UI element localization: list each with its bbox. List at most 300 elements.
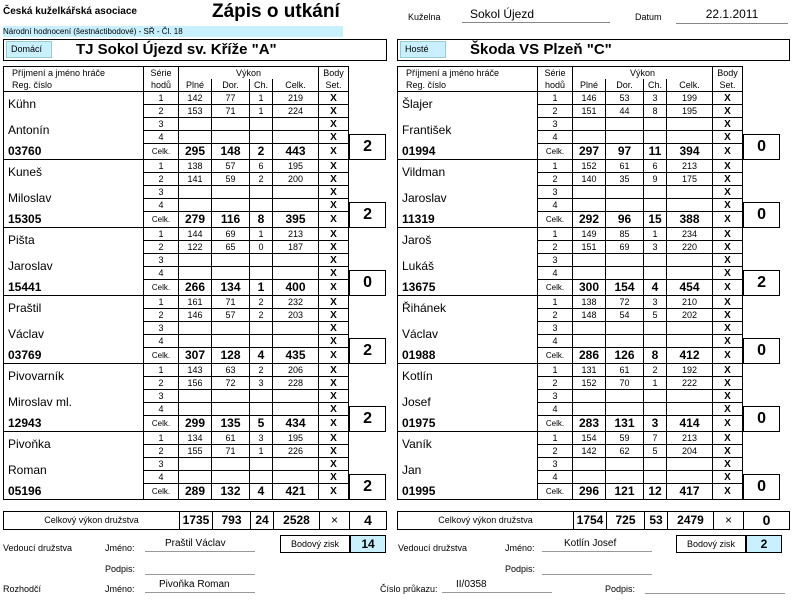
sum-dor: 97 (606, 144, 644, 160)
plne-value[interactable]: 152 (573, 160, 606, 173)
plne-value[interactable]: 156 (179, 377, 212, 390)
sum-dor: 134 (212, 280, 250, 296)
ch-value[interactable]: 5 (644, 309, 667, 322)
celk-value (667, 254, 713, 267)
col-reg-header: Reg. číslo (4, 79, 144, 92)
throw-row (4, 92, 349, 105)
dor-value[interactable]: 77 (212, 92, 250, 105)
ch-value[interactable]: 2 (250, 296, 273, 309)
sum-celk: 417 (667, 484, 713, 500)
plne-value[interactable] (573, 403, 606, 416)
dor-value[interactable]: 71 (212, 296, 250, 309)
plne-value[interactable] (179, 199, 212, 212)
player-firstname[interactable]: Roman (4, 458, 144, 484)
sum-dor: 96 (606, 212, 644, 228)
ch-value[interactable] (250, 403, 273, 416)
celk-value: 195 (273, 432, 319, 445)
serie-number: 1 (144, 92, 179, 105)
dor-value[interactable] (606, 471, 644, 484)
plne-value[interactable] (179, 118, 212, 131)
serie-number: 1 (144, 228, 179, 241)
ch-value[interactable] (250, 118, 273, 131)
sum-label: Celk. (144, 416, 179, 432)
player-reg-number[interactable]: 13675 (398, 280, 538, 296)
sum-celk: 414 (667, 416, 713, 432)
kuzelna-field[interactable]: Sokol Újezd (462, 7, 610, 23)
set-mark: X (713, 458, 743, 471)
dor-value[interactable]: 62 (606, 445, 644, 458)
plne-value[interactable] (573, 322, 606, 335)
celk-value (273, 458, 319, 471)
plne-value[interactable] (573, 458, 606, 471)
player-reg-number[interactable]: 15441 (4, 280, 144, 296)
serie-number: 3 (144, 186, 179, 199)
set-mark: X (319, 267, 349, 280)
celk-value: 204 (667, 445, 713, 458)
dor-value[interactable] (212, 186, 250, 199)
sum-label: Celk. (538, 144, 573, 160)
plne-value[interactable]: 146 (573, 92, 606, 105)
serie-number: 3 (538, 254, 573, 267)
player-reg-number[interactable]: 01988 (398, 348, 538, 364)
serie-number: 2 (538, 173, 573, 186)
plne-value[interactable]: 149 (573, 228, 606, 241)
dor-value[interactable]: 59 (606, 432, 644, 445)
ch-value[interactable]: 2 (644, 364, 667, 377)
dor-value[interactable] (212, 131, 250, 144)
throw-row (398, 432, 743, 445)
ch-value[interactable] (250, 254, 273, 267)
rozhodci-name[interactable]: Pivoňka Roman (145, 579, 255, 593)
dor-value[interactable] (212, 403, 250, 416)
ch-value[interactable]: 1 (644, 377, 667, 390)
plne-value[interactable] (179, 254, 212, 267)
dor-value[interactable]: 71 (212, 445, 250, 458)
rozhodci-podpis-field[interactable] (645, 579, 785, 594)
ch-value[interactable] (644, 458, 667, 471)
celk-value (273, 390, 319, 403)
sum-celk: 435 (273, 348, 319, 364)
ch-value[interactable] (250, 471, 273, 484)
sum-ch: 5 (250, 416, 273, 432)
set-mark: X (713, 322, 743, 335)
celk-value (273, 199, 319, 212)
dor-value[interactable] (212, 199, 250, 212)
set-mark: X (713, 403, 743, 416)
sum-label: Celk. (144, 484, 179, 500)
set-mark: X (713, 131, 743, 144)
away-total-dor: 725 (606, 512, 644, 529)
sum-label: Celk. (144, 212, 179, 228)
home-total-label: Celkový výkon družstva (44, 515, 139, 525)
dor-value[interactable] (606, 390, 644, 403)
sum-ch: 15 (644, 212, 667, 228)
dor-value[interactable]: 61 (606, 160, 644, 173)
plne-value[interactable] (179, 458, 212, 471)
dor-value[interactable] (212, 267, 250, 280)
ch-value[interactable] (250, 131, 273, 144)
serie-number: 2 (538, 309, 573, 322)
celk-value: 213 (667, 432, 713, 445)
ch-value[interactable]: 2 (250, 364, 273, 377)
dor-value[interactable]: 71 (212, 105, 250, 118)
home-team-table (3, 66, 386, 500)
sum-dor: 154 (606, 280, 644, 296)
plne-value[interactable] (179, 471, 212, 484)
dor-value[interactable] (606, 118, 644, 131)
player-firstname[interactable]: Miroslav ml. (4, 390, 144, 416)
ch-value[interactable] (644, 322, 667, 335)
dor-value[interactable]: 35 (606, 173, 644, 186)
ch-value[interactable] (644, 131, 667, 144)
plne-value[interactable] (573, 186, 606, 199)
plne-value[interactable]: 134 (179, 432, 212, 445)
ch-value[interactable] (644, 335, 667, 348)
player-surname[interactable]: Pivoňka (4, 432, 144, 458)
sum-ch: 11 (644, 144, 667, 160)
ch-value[interactable] (644, 186, 667, 199)
plne-value[interactable] (179, 186, 212, 199)
dor-value[interactable] (212, 458, 250, 471)
player-firstname[interactable]: Václav (398, 322, 538, 348)
home-team-name[interactable]: TJ Sokol Újezd sv. Kříže "A" (76, 41, 277, 58)
ch-value[interactable] (644, 403, 667, 416)
dor-value[interactable]: 65 (212, 241, 250, 254)
plne-value[interactable]: 153 (179, 105, 212, 118)
serie-number: 3 (538, 186, 573, 199)
ch-value[interactable]: 1 (250, 228, 273, 241)
home-total-plne: 1735 (179, 512, 212, 529)
celk-value (667, 267, 713, 280)
throw-row (4, 322, 349, 335)
serie-number: 1 (144, 160, 179, 173)
player-reg-number[interactable]: 12943 (4, 416, 144, 432)
player-sum-row (4, 416, 349, 432)
dor-value[interactable]: 44 (606, 105, 644, 118)
sum-ch: 12 (644, 484, 667, 500)
sum-ch: 8 (644, 348, 667, 364)
serie-number: 2 (538, 105, 573, 118)
set-mark: X (319, 160, 349, 173)
plne-value[interactable]: 142 (179, 92, 212, 105)
set-mark: X (713, 377, 743, 390)
ch-value[interactable]: 5 (644, 445, 667, 458)
ch-value[interactable]: 2 (250, 173, 273, 186)
col-serie-header: Série (144, 67, 179, 80)
player-firstname[interactable]: Václav (4, 322, 144, 348)
dor-value[interactable]: 69 (212, 228, 250, 241)
ch-value[interactable]: 1 (250, 445, 273, 458)
plne-value[interactable] (179, 131, 212, 144)
ch-value[interactable]: 1 (250, 105, 273, 118)
plne-value[interactable] (573, 118, 606, 131)
player-surname[interactable]: Pivovarník (4, 364, 144, 390)
celk-value: 187 (273, 241, 319, 254)
plne-value[interactable] (573, 471, 606, 484)
plne-value[interactable] (179, 390, 212, 403)
ch-value[interactable]: 3 (644, 92, 667, 105)
ch-value[interactable] (644, 199, 667, 212)
home-total-dor: 793 (212, 512, 250, 529)
plne-value[interactable]: 122 (179, 241, 212, 254)
sum-label: Celk. (144, 348, 179, 364)
plne-value[interactable]: 140 (573, 173, 606, 186)
ch-value[interactable]: 2 (250, 309, 273, 322)
player-reg-number[interactable]: 01975 (398, 416, 538, 432)
ch-value[interactable] (250, 390, 273, 403)
ch-value[interactable]: 1 (250, 92, 273, 105)
celk-value (273, 403, 319, 416)
dor-value[interactable] (606, 335, 644, 348)
player-surname[interactable]: Kühn (4, 92, 144, 118)
rozhodci-podpis-label: Podpis: (605, 584, 636, 594)
plne-value[interactable]: 138 (179, 160, 212, 173)
dor-value[interactable] (606, 131, 644, 144)
player-surname[interactable]: Vildman (398, 160, 538, 186)
away-zisk-label: Bodový zisk (676, 535, 746, 553)
ch-value[interactable]: 7 (644, 432, 667, 445)
dor-value[interactable] (606, 186, 644, 199)
dor-value[interactable] (606, 267, 644, 280)
druzstvo-body: 2 (349, 406, 386, 432)
plne-value[interactable]: 146 (179, 309, 212, 322)
plne-value[interactable] (179, 335, 212, 348)
ch-value[interactable]: 3 (250, 377, 273, 390)
dor-value[interactable] (212, 118, 250, 131)
ch-value[interactable] (250, 199, 273, 212)
sum-celk: 412 (667, 348, 713, 364)
plne-value[interactable] (179, 403, 212, 416)
player-surname[interactable]: Pišta (4, 228, 144, 254)
home-podpis-field[interactable] (145, 560, 255, 575)
plne-value[interactable]: 141 (179, 173, 212, 186)
player-reg-number[interactable]: 03769 (4, 348, 144, 364)
plne-value[interactable]: 144 (179, 228, 212, 241)
plne-value[interactable]: 148 (573, 309, 606, 322)
datum-field[interactable]: 22.1.2011 (676, 7, 788, 24)
away-total-set: × (713, 512, 743, 529)
set-mark: X (713, 267, 743, 280)
player-surname[interactable]: Jaroš (398, 228, 538, 254)
ch-value[interactable] (250, 186, 273, 199)
dor-value[interactable]: 63 (212, 364, 250, 377)
dor-value[interactable]: 57 (212, 309, 250, 322)
dor-value[interactable]: 59 (212, 173, 250, 186)
away-vedouci-label: Vedoucí družstva (398, 543, 468, 553)
plne-value[interactable]: 151 (573, 241, 606, 254)
set-mark: X (713, 160, 743, 173)
ch-value[interactable]: 9 (644, 173, 667, 186)
set-mark: X (319, 484, 349, 500)
home-tag: Domácí (6, 41, 52, 58)
player-reg-number[interactable]: 11319 (398, 212, 538, 228)
prukaz-label: Číslo průkazu: (380, 584, 438, 594)
ch-value[interactable] (644, 267, 667, 280)
player-firstname[interactable]: Jan (398, 458, 538, 484)
player-reg-number[interactable]: 01995 (398, 484, 538, 500)
throw-row (398, 160, 743, 173)
serie-number: 4 (144, 267, 179, 280)
serie-number: 3 (144, 390, 179, 403)
dor-value[interactable]: 70 (606, 377, 644, 390)
celk-value (667, 186, 713, 199)
home-vedouci-name[interactable]: Praštil Václav (145, 538, 255, 552)
player-firstname[interactable]: Jaroslav (398, 186, 538, 212)
player-firstname[interactable]: Josef (398, 390, 538, 416)
away-zisk-value: 2 (746, 535, 782, 553)
plne-value[interactable] (179, 322, 212, 335)
dor-value[interactable]: 72 (212, 377, 250, 390)
sum-ch: 8 (250, 212, 273, 228)
ch-value[interactable] (644, 471, 667, 484)
dor-value[interactable]: 72 (606, 296, 644, 309)
sum-dor: 132 (212, 484, 250, 500)
home-total-celk: 2528 (273, 512, 319, 529)
dor-value[interactable]: 69 (606, 241, 644, 254)
ch-value[interactable]: 1 (644, 228, 667, 241)
ch-value[interactable] (250, 322, 273, 335)
dor-value[interactable]: 54 (606, 309, 644, 322)
ch-value[interactable]: 0 (250, 241, 273, 254)
dor-value[interactable]: 53 (606, 92, 644, 105)
plne-value[interactable]: 155 (179, 445, 212, 458)
serie-number: 4 (538, 267, 573, 280)
sum-plne: 296 (573, 484, 606, 500)
plne-value[interactable]: 142 (573, 445, 606, 458)
ch-value[interactable]: 8 (644, 105, 667, 118)
dor-value[interactable] (606, 322, 644, 335)
dor-value[interactable] (212, 322, 250, 335)
plne-value[interactable]: 161 (179, 296, 212, 309)
dor-value[interactable] (212, 254, 250, 267)
set-mark: X (319, 403, 349, 416)
player-reg-number[interactable]: 01994 (398, 144, 538, 160)
dor-value[interactable] (606, 254, 644, 267)
player-sum-row (4, 484, 349, 500)
dor-value[interactable] (606, 403, 644, 416)
away-vedouci-name[interactable]: Kotlín Josef (542, 538, 652, 552)
dor-value[interactable]: 57 (212, 160, 250, 173)
player-firstname[interactable]: Antonín (4, 118, 144, 144)
player-reg-number[interactable]: 15305 (4, 212, 144, 228)
player-firstname[interactable]: Lukáš (398, 254, 538, 280)
set-mark: X (319, 280, 349, 296)
player-surname[interactable]: Vaník (398, 432, 538, 458)
plne-value[interactable] (573, 335, 606, 348)
plne-value[interactable] (573, 131, 606, 144)
ch-value[interactable]: 3 (250, 432, 273, 445)
dor-value[interactable]: 61 (606, 364, 644, 377)
player-firstname[interactable]: Jaroslav (4, 254, 144, 280)
ch-value[interactable]: 6 (250, 160, 273, 173)
plne-value[interactable] (573, 390, 606, 403)
competition-name: Národní hodnocení (šestnáctibodové) - SŘ - Čl. 18 (3, 26, 343, 37)
plne-value[interactable] (573, 254, 606, 267)
player-surname[interactable]: Řihánek (398, 296, 538, 322)
set-mark: X (713, 254, 743, 267)
plne-value[interactable]: 151 (573, 105, 606, 118)
throw-row (4, 118, 349, 131)
plne-value[interactable]: 131 (573, 364, 606, 377)
player-surname[interactable]: Šlajer (398, 92, 538, 118)
ch-value[interactable]: 3 (644, 241, 667, 254)
celk-value (273, 118, 319, 131)
set-mark: X (713, 390, 743, 403)
col-player-header: Příjmení a jméno hráče (398, 67, 538, 80)
celk-value: 222 (667, 377, 713, 390)
sum-plne: 289 (179, 484, 212, 500)
serie-number: 2 (538, 377, 573, 390)
throw-row (398, 390, 743, 403)
player-firstname[interactable]: František (398, 118, 538, 144)
set-mark: X (713, 309, 743, 322)
player-surname[interactable]: Kotlín (398, 364, 538, 390)
player-surname[interactable]: Kuneš (4, 160, 144, 186)
col-ch-header: Ch. (250, 79, 273, 92)
plne-value[interactable]: 143 (179, 364, 212, 377)
ch-value[interactable]: 3 (644, 296, 667, 309)
kuzelna-label: Kuželna (408, 12, 441, 22)
celk-value: 213 (273, 228, 319, 241)
player-reg-number[interactable]: 03760 (4, 144, 144, 160)
prukaz-field[interactable]: II/0358 (442, 579, 552, 593)
serie-number: 2 (538, 241, 573, 254)
ch-value[interactable] (250, 335, 273, 348)
plne-value[interactable] (179, 267, 212, 280)
plne-value[interactable]: 154 (573, 432, 606, 445)
dor-value[interactable] (212, 390, 250, 403)
celk-value: 206 (273, 364, 319, 377)
dor-value[interactable] (606, 199, 644, 212)
serie-number: 1 (144, 364, 179, 377)
plne-value[interactable]: 138 (573, 296, 606, 309)
throw-row (4, 160, 349, 173)
away-podpis-field[interactable] (542, 560, 652, 575)
col-celk-header: Celk. (667, 79, 713, 92)
celk-value (273, 267, 319, 280)
celk-value (273, 186, 319, 199)
col-reg-header: Reg. číslo (398, 79, 538, 92)
ch-value[interactable] (644, 390, 667, 403)
plne-value[interactable]: 152 (573, 377, 606, 390)
player-surname[interactable]: Praštil (4, 296, 144, 322)
ch-value[interactable] (644, 118, 667, 131)
serie-number: 2 (144, 309, 179, 322)
ch-value[interactable] (644, 254, 667, 267)
home-zisk-value: 14 (350, 535, 386, 553)
dor-value[interactable] (212, 335, 250, 348)
dor-value[interactable]: 85 (606, 228, 644, 241)
celk-value (667, 131, 713, 144)
dor-value[interactable] (212, 471, 250, 484)
ch-value[interactable]: 6 (644, 160, 667, 173)
druzstvo-body: 2 (349, 474, 386, 500)
ch-value[interactable] (250, 458, 273, 471)
player-firstname[interactable]: Miloslav (4, 186, 144, 212)
plne-value[interactable] (573, 267, 606, 280)
serie-number: 2 (144, 377, 179, 390)
away-team-name[interactable]: Škoda VS Plzeň "C" (470, 41, 612, 58)
player-reg-number[interactable]: 05196 (4, 484, 144, 500)
set-mark: X (713, 144, 743, 160)
dor-value[interactable]: 61 (212, 432, 250, 445)
druzstvo-body: 2 (349, 202, 386, 228)
set-mark: X (713, 173, 743, 186)
ch-value[interactable] (250, 267, 273, 280)
col-set-header: Set. (319, 79, 349, 92)
plne-value[interactable] (573, 199, 606, 212)
dor-value[interactable] (606, 458, 644, 471)
